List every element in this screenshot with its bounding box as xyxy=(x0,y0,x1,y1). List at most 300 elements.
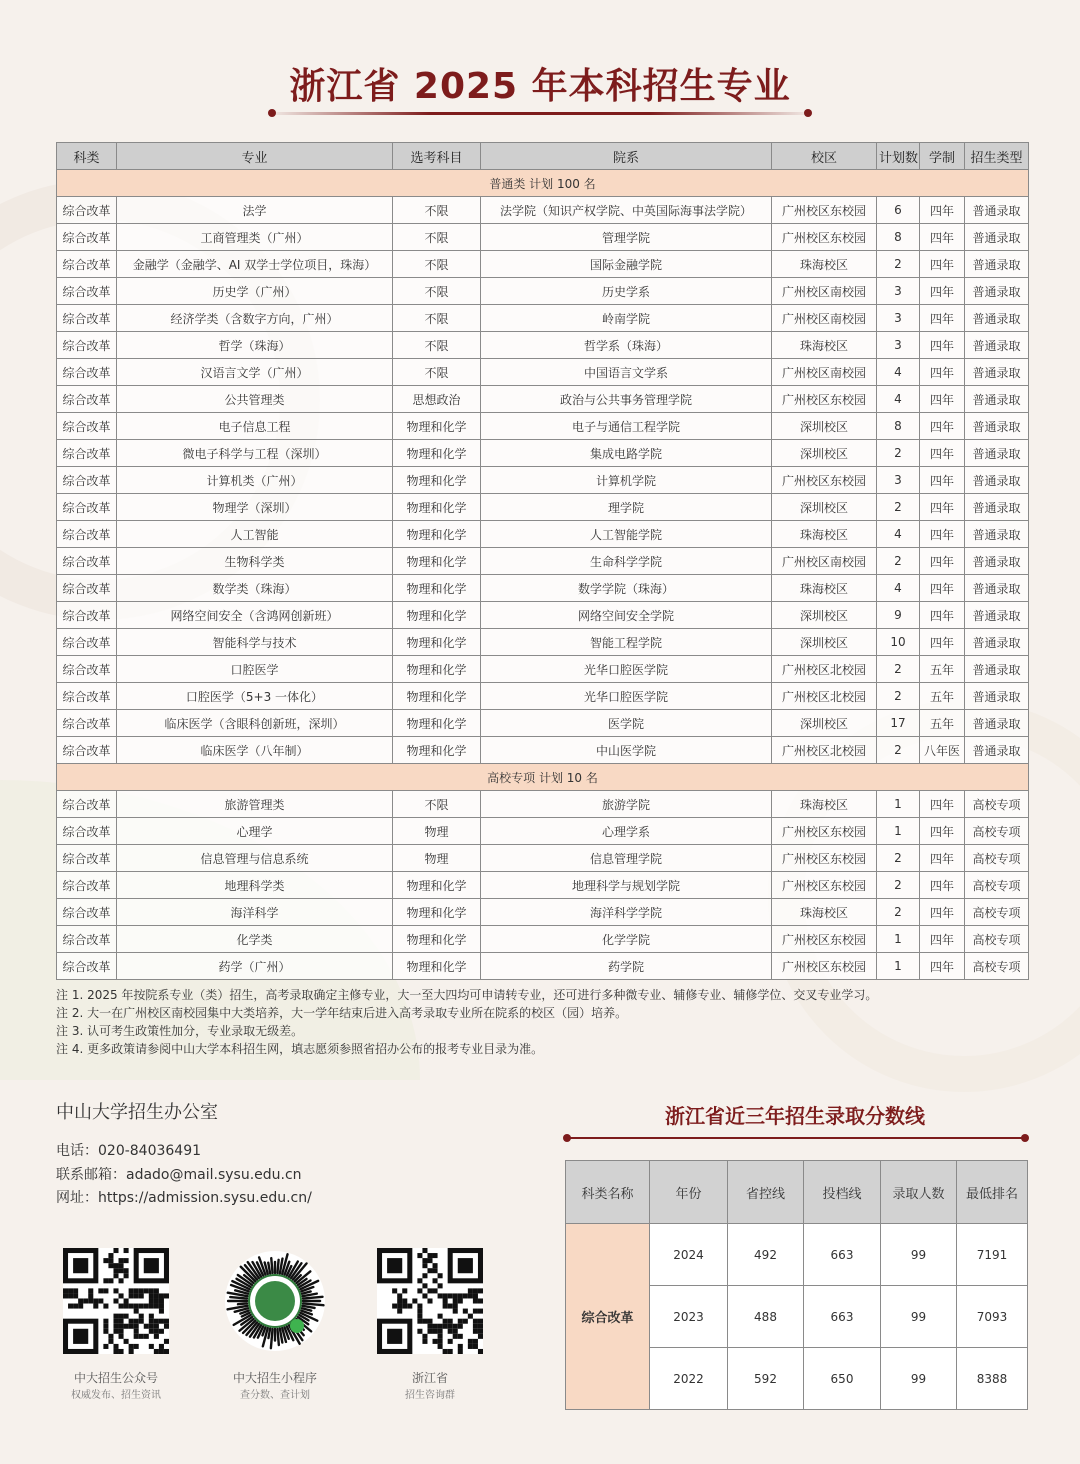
admission-type-cell: 普通录取 xyxy=(965,494,1029,521)
group-qr-icon[interactable] xyxy=(377,1248,483,1354)
admission-type-cell: 普通录取 xyxy=(965,359,1029,386)
title-underline xyxy=(265,112,815,115)
campus-cell: 珠海校区 xyxy=(772,575,877,602)
year-cell: 2024 xyxy=(650,1224,728,1286)
plan-count-cell: 2 xyxy=(877,548,920,575)
subject-cell: 思想政治 xyxy=(393,386,481,413)
plan-count-cell: 1 xyxy=(877,791,920,818)
plan-count-cell: 2 xyxy=(877,494,920,521)
subject-cell: 物理和化学 xyxy=(393,926,481,953)
lowest-rank-cell: 8388 xyxy=(957,1348,1028,1410)
subject-cell: 物理和化学 xyxy=(393,656,481,683)
plan-count-cell: 2 xyxy=(877,656,920,683)
office-phone: 电话：020-84036491 xyxy=(56,1143,202,1159)
duration-cell: 五年 xyxy=(920,656,965,683)
department-cell: 化学学院 xyxy=(481,926,772,953)
duration-cell: 四年 xyxy=(920,359,965,386)
subject-cell: 物理和化学 xyxy=(393,575,481,602)
category-cell: 综合改革 xyxy=(57,926,117,953)
department-cell: 电子与通信工程学院 xyxy=(481,413,772,440)
major-cell: 口腔医学（5+3 一体化） xyxy=(117,683,393,710)
department-cell: 生命科学学院 xyxy=(481,548,772,575)
qr-sub: 招生咨询群 xyxy=(405,1390,455,1401)
category-cell: 综合改革 xyxy=(57,872,117,899)
subject-cell: 物理和化学 xyxy=(393,548,481,575)
category-cell: 综合改革 xyxy=(57,791,117,818)
qr-label: 浙江省 xyxy=(411,1371,448,1385)
stats-underline-dot xyxy=(1021,1134,1029,1142)
campus-cell: 广州校区东校园 xyxy=(772,845,877,872)
major-cell: 海洋科学 xyxy=(117,899,393,926)
admission-type-cell: 高校专项 xyxy=(965,899,1029,926)
subject-cell: 物理和化学 xyxy=(393,683,481,710)
subject-cell: 不限 xyxy=(393,224,481,251)
table-row xyxy=(57,440,1029,467)
major-cell: 地理科学类 xyxy=(117,872,393,899)
admission-type-cell: 高校专项 xyxy=(965,872,1029,899)
category-cell: 综合改革 xyxy=(57,413,117,440)
category-cell: 综合改革 xyxy=(57,899,117,926)
category-cell: 综合改革 xyxy=(57,818,117,845)
admission-type-cell: 普通录取 xyxy=(965,197,1029,224)
subject-cell: 不限 xyxy=(393,305,481,332)
table-row xyxy=(57,386,1029,413)
major-cell: 历史学（广州） xyxy=(117,278,393,305)
wechat-qr-icon[interactable] xyxy=(63,1248,169,1354)
plan-count-cell: 4 xyxy=(877,386,920,413)
table-row xyxy=(57,818,1029,845)
table-row xyxy=(57,332,1029,359)
campus-cell: 广州校区东校园 xyxy=(772,224,877,251)
year-cell: 2023 xyxy=(650,1286,728,1348)
campus-cell: 深圳校区 xyxy=(772,494,877,521)
table-row xyxy=(57,683,1029,710)
plan-count-cell: 3 xyxy=(877,278,920,305)
department-cell: 海洋科学学院 xyxy=(481,899,772,926)
plan-count-cell: 1 xyxy=(877,953,920,980)
header-cell: 省控线 xyxy=(728,1161,804,1224)
plan-count-cell: 6 xyxy=(877,197,920,224)
lowest-rank-cell: 7093 xyxy=(957,1286,1028,1348)
filing-line-cell: 663 xyxy=(804,1224,881,1286)
admission-type-cell: 高校专项 xyxy=(965,926,1029,953)
section-label: 高校专项 计划 10 名 xyxy=(57,764,1029,791)
duration-cell: 四年 xyxy=(920,413,965,440)
admission-type-cell: 高校专项 xyxy=(965,953,1029,980)
category-cell: 综合改革 xyxy=(57,629,117,656)
table-row xyxy=(57,278,1029,305)
subject-cell: 物理和化学 xyxy=(393,629,481,656)
duration-cell: 四年 xyxy=(920,845,965,872)
major-cell: 哲学（珠海） xyxy=(117,332,393,359)
subject-cell: 物理 xyxy=(393,845,481,872)
major-cell: 微电子科学与工程（深圳） xyxy=(117,440,393,467)
plan-count-cell: 3 xyxy=(877,332,920,359)
category-cell: 综合改革 xyxy=(57,953,117,980)
department-cell: 光华口腔医学院 xyxy=(481,656,772,683)
category-cell: 综合改革 xyxy=(57,683,117,710)
major-cell: 智能科学与技术 xyxy=(117,629,393,656)
plan-count-cell: 3 xyxy=(877,467,920,494)
table-row xyxy=(57,224,1029,251)
page-title: 浙江省 2025 年本科招生专业 xyxy=(289,66,791,107)
department-cell: 地理科学与规划学院 xyxy=(481,872,772,899)
campus-cell: 珠海校区 xyxy=(772,251,877,278)
major-cell: 网络空间安全（含鸿网创新班） xyxy=(117,602,393,629)
header-cell: 科类名称 xyxy=(566,1161,650,1224)
duration-cell: 八年医 xyxy=(920,737,965,764)
subject-cell: 不限 xyxy=(393,359,481,386)
table-row xyxy=(57,926,1029,953)
duration-cell: 四年 xyxy=(920,224,965,251)
category-cell: 综合改革 xyxy=(57,656,117,683)
major-cell: 口腔医学 xyxy=(117,656,393,683)
campus-cell: 广州校区东校园 xyxy=(772,926,877,953)
header-cell: 专业 xyxy=(117,143,393,170)
note-line: 注 3. 认可考生政策性加分，专业录取无级差。 xyxy=(56,1024,304,1038)
duration-cell: 四年 xyxy=(920,899,965,926)
table-row xyxy=(57,305,1029,332)
duration-cell: 四年 xyxy=(920,602,965,629)
department-cell: 政治与公共事务管理学院 xyxy=(481,386,772,413)
major-cell: 工商管理类（广州） xyxy=(117,224,393,251)
table-row xyxy=(57,710,1029,737)
note-line: 注 2. 大一在广州校区南校园集中大类培养，大一学年结束后进入高考录取专业所在院系的校区（园）培养。 xyxy=(56,1006,628,1020)
campus-cell: 珠海校区 xyxy=(772,899,877,926)
table-row xyxy=(57,872,1029,899)
table-row xyxy=(57,656,1029,683)
category-cell: 综合改革 xyxy=(57,359,117,386)
control-line-cell: 492 xyxy=(728,1224,804,1286)
major-cell: 法学 xyxy=(117,197,393,224)
campus-cell: 深圳校区 xyxy=(772,413,877,440)
admission-type-cell: 普通录取 xyxy=(965,413,1029,440)
duration-cell: 四年 xyxy=(920,791,965,818)
header-cell: 计划数 xyxy=(877,143,920,170)
category-cell: 综合改革 xyxy=(57,224,117,251)
department-cell: 哲学系（珠海） xyxy=(481,332,772,359)
department-cell: 智能工程学院 xyxy=(481,629,772,656)
major-cell: 数学类（珠海） xyxy=(117,575,393,602)
filing-line-cell: 663 xyxy=(804,1286,881,1348)
department-cell: 管理学院 xyxy=(481,224,772,251)
header-cell: 科类 xyxy=(57,143,117,170)
office-website[interactable]: 网址：https://admission.sysu.edu.cn/ xyxy=(56,1190,312,1206)
category-cell: 综合改革 xyxy=(57,737,117,764)
qr-label: 中大招生公众号 xyxy=(73,1371,158,1385)
department-cell: 数学学院（珠海） xyxy=(481,575,772,602)
duration-cell: 四年 xyxy=(920,386,965,413)
campus-cell: 珠海校区 xyxy=(772,332,877,359)
plan-count-cell: 1 xyxy=(877,818,920,845)
category-cell: 综合改革 xyxy=(57,440,117,467)
table-row xyxy=(57,791,1029,818)
campus-cell: 广州校区北校园 xyxy=(772,656,877,683)
stats-title: 浙江省近三年招生录取分数线 xyxy=(665,1104,925,1128)
plan-count-cell: 2 xyxy=(877,872,920,899)
plan-count-cell: 2 xyxy=(877,440,920,467)
control-line-cell: 592 xyxy=(728,1348,804,1410)
score-table-header xyxy=(566,1161,1028,1224)
header-cell: 校区 xyxy=(772,143,877,170)
major-cell: 电子信息工程 xyxy=(117,413,393,440)
note-line: 注 4. 更多政策请参阅中山大学本科招生网，填志愿须参照省招办公布的报考专业目录为准。 xyxy=(56,1042,544,1056)
duration-cell: 四年 xyxy=(920,197,965,224)
major-cell: 人工智能 xyxy=(117,521,393,548)
subject-cell: 物理和化学 xyxy=(393,899,481,926)
duration-cell: 四年 xyxy=(920,629,965,656)
plan-count-cell: 2 xyxy=(877,737,920,764)
campus-cell: 广州校区南校园 xyxy=(772,305,877,332)
header-cell: 最低排名 xyxy=(957,1161,1028,1224)
plan-count-cell: 17 xyxy=(877,710,920,737)
major-cell: 临床医学（含眼科创新班，深圳） xyxy=(117,710,393,737)
plan-count-cell: 9 xyxy=(877,602,920,629)
campus-cell: 广州校区北校园 xyxy=(772,737,877,764)
plan-count-cell: 10 xyxy=(877,629,920,656)
campus-cell: 广州校区东校园 xyxy=(772,818,877,845)
category-cell: 综合改革 xyxy=(57,251,117,278)
score-row xyxy=(566,1224,1028,1286)
campus-cell: 广州校区南校园 xyxy=(772,548,877,575)
office-name: 中山大学招生办公室 xyxy=(56,1102,218,1123)
duration-cell: 五年 xyxy=(920,683,965,710)
title-underline-dot xyxy=(804,109,812,117)
duration-cell: 四年 xyxy=(920,305,965,332)
major-cell: 计算机类（广州） xyxy=(117,467,393,494)
department-cell: 国际金融学院 xyxy=(481,251,772,278)
campus-cell: 广州校区东校园 xyxy=(772,467,877,494)
qr-sub: 权威发布、招生资讯 xyxy=(71,1390,161,1401)
campus-cell: 广州校区东校园 xyxy=(772,386,877,413)
department-cell: 旅游学院 xyxy=(481,791,772,818)
table-row xyxy=(57,575,1029,602)
major-cell: 心理学 xyxy=(117,818,393,845)
campus-cell: 广州校区东校园 xyxy=(772,953,877,980)
filing-line-cell: 650 xyxy=(804,1348,881,1410)
campus-cell: 广州校区南校园 xyxy=(772,359,877,386)
admission-type-cell: 普通录取 xyxy=(965,440,1029,467)
admitted-count-cell: 99 xyxy=(881,1224,957,1286)
department-cell: 法学院（知识产权学院、中英国际海事法学院） xyxy=(481,197,772,224)
table-row xyxy=(57,899,1029,926)
section-label: 普通类 计划 100 名 xyxy=(57,170,1029,197)
plan-count-cell: 2 xyxy=(877,683,920,710)
category-cell: 综合改革 xyxy=(57,494,117,521)
subject-cell: 不限 xyxy=(393,332,481,359)
mini-program-code-icon[interactable] xyxy=(222,1248,328,1354)
campus-cell: 广州校区东校园 xyxy=(772,197,877,224)
admission-type-cell: 高校专项 xyxy=(965,818,1029,845)
duration-cell: 五年 xyxy=(920,710,965,737)
admission-type-cell: 普通录取 xyxy=(965,251,1029,278)
duration-cell: 四年 xyxy=(920,251,965,278)
majors-table-header xyxy=(57,143,1029,170)
table-row xyxy=(57,602,1029,629)
major-cell: 临床医学（八年制） xyxy=(117,737,393,764)
admission-type-cell: 普通录取 xyxy=(965,683,1029,710)
admission-type-cell: 普通录取 xyxy=(965,629,1029,656)
admission-type-cell: 普通录取 xyxy=(965,737,1029,764)
department-cell: 心理学系 xyxy=(481,818,772,845)
subject-cell: 物理和化学 xyxy=(393,872,481,899)
department-cell: 医学院 xyxy=(481,710,772,737)
department-cell: 中国语言文学系 xyxy=(481,359,772,386)
title-underline-dot xyxy=(268,109,276,117)
table-row xyxy=(57,359,1029,386)
plan-count-cell: 4 xyxy=(877,359,920,386)
duration-cell: 四年 xyxy=(920,521,965,548)
admitted-count-cell: 99 xyxy=(881,1348,957,1410)
category-cell: 综合改革 xyxy=(57,197,117,224)
stats-title-underline xyxy=(566,1137,1026,1139)
admission-type-cell: 普通录取 xyxy=(965,656,1029,683)
department-cell: 理学院 xyxy=(481,494,772,521)
subject-cell: 物理和化学 xyxy=(393,440,481,467)
subject-cell: 物理和化学 xyxy=(393,521,481,548)
table-row xyxy=(57,953,1029,980)
duration-cell: 四年 xyxy=(920,332,965,359)
plan-count-cell: 8 xyxy=(877,224,920,251)
subject-cell: 物理 xyxy=(393,818,481,845)
duration-cell: 四年 xyxy=(920,575,965,602)
category-cell: 综合改革 xyxy=(57,710,117,737)
major-cell: 旅游管理类 xyxy=(117,791,393,818)
admission-type-cell: 普通录取 xyxy=(965,710,1029,737)
plan-count-cell: 2 xyxy=(877,845,920,872)
campus-cell: 广州校区南校园 xyxy=(772,278,877,305)
major-cell: 公共管理类 xyxy=(117,386,393,413)
department-cell: 光华口腔医学院 xyxy=(481,683,772,710)
category-cell: 综合改革 xyxy=(57,602,117,629)
department-cell: 信息管理学院 xyxy=(481,845,772,872)
major-cell: 化学类 xyxy=(117,926,393,953)
subject-cell: 不限 xyxy=(393,791,481,818)
duration-cell: 四年 xyxy=(920,872,965,899)
campus-cell: 广州校区北校园 xyxy=(772,683,877,710)
subject-cell: 物理和化学 xyxy=(393,413,481,440)
subject-cell: 不限 xyxy=(393,251,481,278)
campus-cell: 深圳校区 xyxy=(772,710,877,737)
admission-type-cell: 普通录取 xyxy=(965,467,1029,494)
table-row xyxy=(57,251,1029,278)
department-cell: 岭南学院 xyxy=(481,305,772,332)
campus-cell: 深圳校区 xyxy=(772,629,877,656)
table-row xyxy=(57,467,1029,494)
major-cell: 药学（广州） xyxy=(117,953,393,980)
table-row xyxy=(57,521,1029,548)
table-row xyxy=(57,629,1029,656)
admitted-count-cell: 99 xyxy=(881,1286,957,1348)
admission-type-cell: 普通录取 xyxy=(965,278,1029,305)
admission-type-cell: 普通录取 xyxy=(965,575,1029,602)
department-cell: 计算机学院 xyxy=(481,467,772,494)
header-cell: 投档线 xyxy=(804,1161,881,1224)
plan-count-cell: 8 xyxy=(877,413,920,440)
plan-count-cell: 2 xyxy=(877,899,920,926)
category-cell: 综合改革 xyxy=(566,1224,650,1410)
department-cell: 人工智能学院 xyxy=(481,521,772,548)
majors-table xyxy=(56,142,1029,980)
admission-type-cell: 普通录取 xyxy=(965,224,1029,251)
header-cell: 学制 xyxy=(920,143,965,170)
major-cell: 生物科学类 xyxy=(117,548,393,575)
campus-cell: 广州校区东校园 xyxy=(772,872,877,899)
duration-cell: 四年 xyxy=(920,467,965,494)
stats-underline-dot xyxy=(563,1134,571,1142)
department-cell: 集成电路学院 xyxy=(481,440,772,467)
lowest-rank-cell: 7191 xyxy=(957,1224,1028,1286)
campus-cell: 珠海校区 xyxy=(772,521,877,548)
admission-type-cell: 高校专项 xyxy=(965,791,1029,818)
subject-cell: 物理和化学 xyxy=(393,602,481,629)
note-line: 注 1. 2025 年按院系专业（类）招生，高考录取确定主修专业，大一至大四均可申请转专业，还可进行多种微专业、辅修专业、辅修学位、交叉专业学习。 xyxy=(56,988,878,1002)
major-cell: 物理学（深圳） xyxy=(117,494,393,521)
subject-cell: 物理和化学 xyxy=(393,467,481,494)
qr-sub: 查分数、查计划 xyxy=(240,1390,310,1401)
duration-cell: 四年 xyxy=(920,953,965,980)
subject-cell: 不限 xyxy=(393,278,481,305)
category-cell: 综合改革 xyxy=(57,305,117,332)
admission-type-cell: 高校专项 xyxy=(965,845,1029,872)
admission-type-cell: 普通录取 xyxy=(965,332,1029,359)
duration-cell: 四年 xyxy=(920,926,965,953)
duration-cell: 四年 xyxy=(920,818,965,845)
department-cell: 药学院 xyxy=(481,953,772,980)
control-line-cell: 488 xyxy=(728,1286,804,1348)
subject-cell: 不限 xyxy=(393,197,481,224)
plan-count-cell: 4 xyxy=(877,521,920,548)
major-cell: 金融学（金融学、AI 双学士学位项目，珠海） xyxy=(117,251,393,278)
major-cell: 汉语言文学（广州） xyxy=(117,359,393,386)
campus-cell: 深圳校区 xyxy=(772,602,877,629)
plan-count-cell: 4 xyxy=(877,575,920,602)
category-cell: 综合改革 xyxy=(57,521,117,548)
category-cell: 综合改革 xyxy=(57,332,117,359)
header-cell: 院系 xyxy=(481,143,772,170)
header-cell: 招生类型 xyxy=(965,143,1029,170)
table-row xyxy=(57,845,1029,872)
category-cell: 综合改革 xyxy=(57,278,117,305)
table-row xyxy=(57,413,1029,440)
plan-count-cell: 1 xyxy=(877,926,920,953)
table-row xyxy=(57,548,1029,575)
header-cell: 选考科目 xyxy=(393,143,481,170)
subject-cell: 物理和化学 xyxy=(393,494,481,521)
section-row-general xyxy=(57,170,1029,197)
table-row xyxy=(57,197,1029,224)
duration-cell: 四年 xyxy=(920,278,965,305)
subject-cell: 物理和化学 xyxy=(393,710,481,737)
subject-cell: 物理和化学 xyxy=(393,953,481,980)
header-cell: 录取人数 xyxy=(881,1161,957,1224)
campus-cell: 珠海校区 xyxy=(772,791,877,818)
table-row xyxy=(57,737,1029,764)
year-cell: 2022 xyxy=(650,1348,728,1410)
subject-cell: 物理和化学 xyxy=(393,737,481,764)
department-cell: 网络空间安全学院 xyxy=(481,602,772,629)
admission-type-cell: 普通录取 xyxy=(965,548,1029,575)
category-cell: 综合改革 xyxy=(57,575,117,602)
major-cell: 经济学类（含数字方向，广州） xyxy=(117,305,393,332)
admission-type-cell: 普通录取 xyxy=(965,386,1029,413)
department-cell: 历史学系 xyxy=(481,278,772,305)
duration-cell: 四年 xyxy=(920,548,965,575)
admission-type-cell: 普通录取 xyxy=(965,521,1029,548)
category-cell: 综合改革 xyxy=(57,845,117,872)
category-cell: 综合改革 xyxy=(57,386,117,413)
office-email[interactable]: 联系邮箱：adado@mail.sysu.edu.cn xyxy=(56,1167,302,1183)
